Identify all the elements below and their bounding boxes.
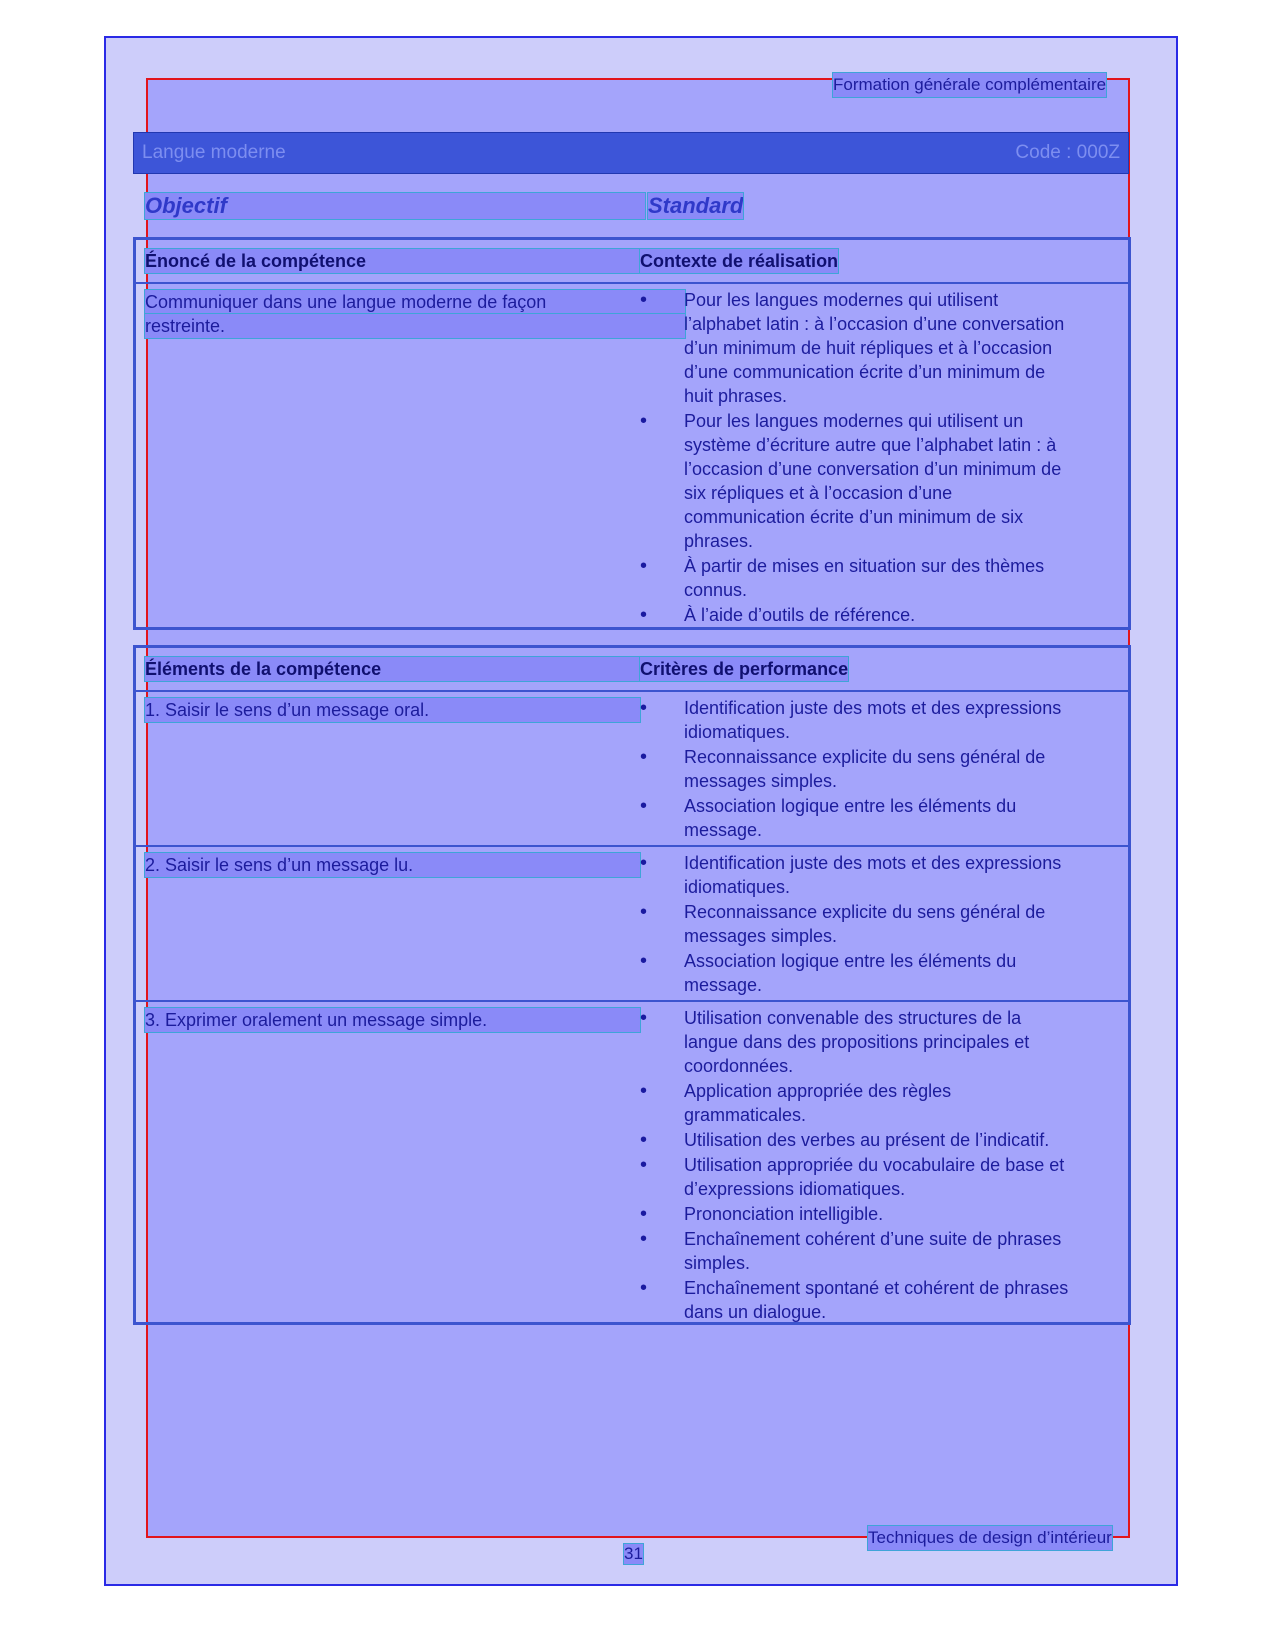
context-header: Contexte de réalisation — [640, 251, 839, 271]
context-item: • Pour les langues modernes qui utilisent un système d’écriture autre que l’alphabet latin : à l’occasion d’une conversation d’un minimum de six répliques et à l’occasion d’une communication écrite d’un minimum de six phrases. — [640, 409, 1070, 553]
criterion-item: • Application appropriée des règles grammaticales. — [640, 1079, 1070, 1127]
page-number: 31 — [624, 1544, 643, 1563]
table-divider — [136, 690, 1128, 692]
document-footer: Techniques de design d’intérieur — [868, 1526, 1112, 1550]
elements-header: Éléments de la compétence — [145, 657, 640, 681]
criterion-item: • Utilisation convenable des structures de la langue dans des propositions principales et coordonnées. — [640, 1006, 1070, 1078]
criteria-list — [640, 851, 1070, 998]
row-divider — [136, 1000, 1128, 1002]
criteria-header: Critères de performance — [640, 659, 849, 679]
program-name: Langue moderne — [142, 142, 286, 163]
criterion-item: • Utilisation des verbes au présent de l’indicatif. — [640, 1128, 1070, 1152]
criterion-item: • Association logique entre les éléments du message. — [640, 949, 1070, 997]
criterion-item: • Prononciation intelligible. — [640, 1202, 1070, 1226]
criterion-item: • Utilisation appropriée du vocabulaire de base et d’expressions idiomatiques. — [640, 1153, 1070, 1201]
criterion-item: • Identification juste des mots et des expressions idiomatiques. — [640, 696, 1070, 744]
program-bar — [133, 132, 1129, 174]
standard-heading: Standard — [648, 193, 744, 218]
table-divider — [136, 282, 1128, 284]
statement-header: Énoncé de la compétence — [145, 249, 640, 273]
context-item: • À l’aide d’outils de référence. — [640, 603, 1070, 627]
element-label: 2. Saisir le sens d’un message lu. — [145, 853, 640, 877]
criterion-item: • Identification juste des mots et des expressions idiomatiques. — [640, 851, 1070, 899]
element-label: 3. Exprimer oralement un message simple. — [145, 1008, 640, 1032]
criteria-list — [640, 696, 1070, 843]
criterion-item: • Reconnaissance explicite du sens général de messages simples. — [640, 745, 1070, 793]
criteria-list — [640, 1006, 1070, 1325]
objective-heading: Objectif — [145, 193, 645, 219]
context-item: • Pour les langues modernes qui utilisent l’alphabet latin : à l’occasion d’une conversation d’un minimum de huit répliques et à l’occasion d’une communication écrite d’un minimum de huit phrases. — [640, 288, 1070, 408]
criterion-item: • Enchaînement cohérent d’une suite de phrases simples. — [640, 1227, 1070, 1275]
criterion-item: • Enchaînement spontané et cohérent de phrases dans un dialogue. — [640, 1276, 1070, 1324]
criterion-item: • Reconnaissance explicite du sens général de messages simples. — [640, 900, 1070, 948]
program-code: Code : 000Z — [1015, 142, 1120, 163]
statement-text: Communiquer dans une langue moderne de façon — [145, 290, 685, 314]
context-list — [640, 288, 1070, 628]
row-divider — [136, 845, 1128, 847]
context-item: • À partir de mises en situation sur des thèmes connus. — [640, 554, 1070, 602]
statement-text-cont: restreinte. — [145, 314, 685, 338]
element-label: 1. Saisir le sens d’un message oral. — [145, 698, 640, 722]
criterion-item: • Association logique entre les éléments du message. — [640, 794, 1070, 842]
document-header: Formation générale complémentaire — [833, 73, 1106, 97]
